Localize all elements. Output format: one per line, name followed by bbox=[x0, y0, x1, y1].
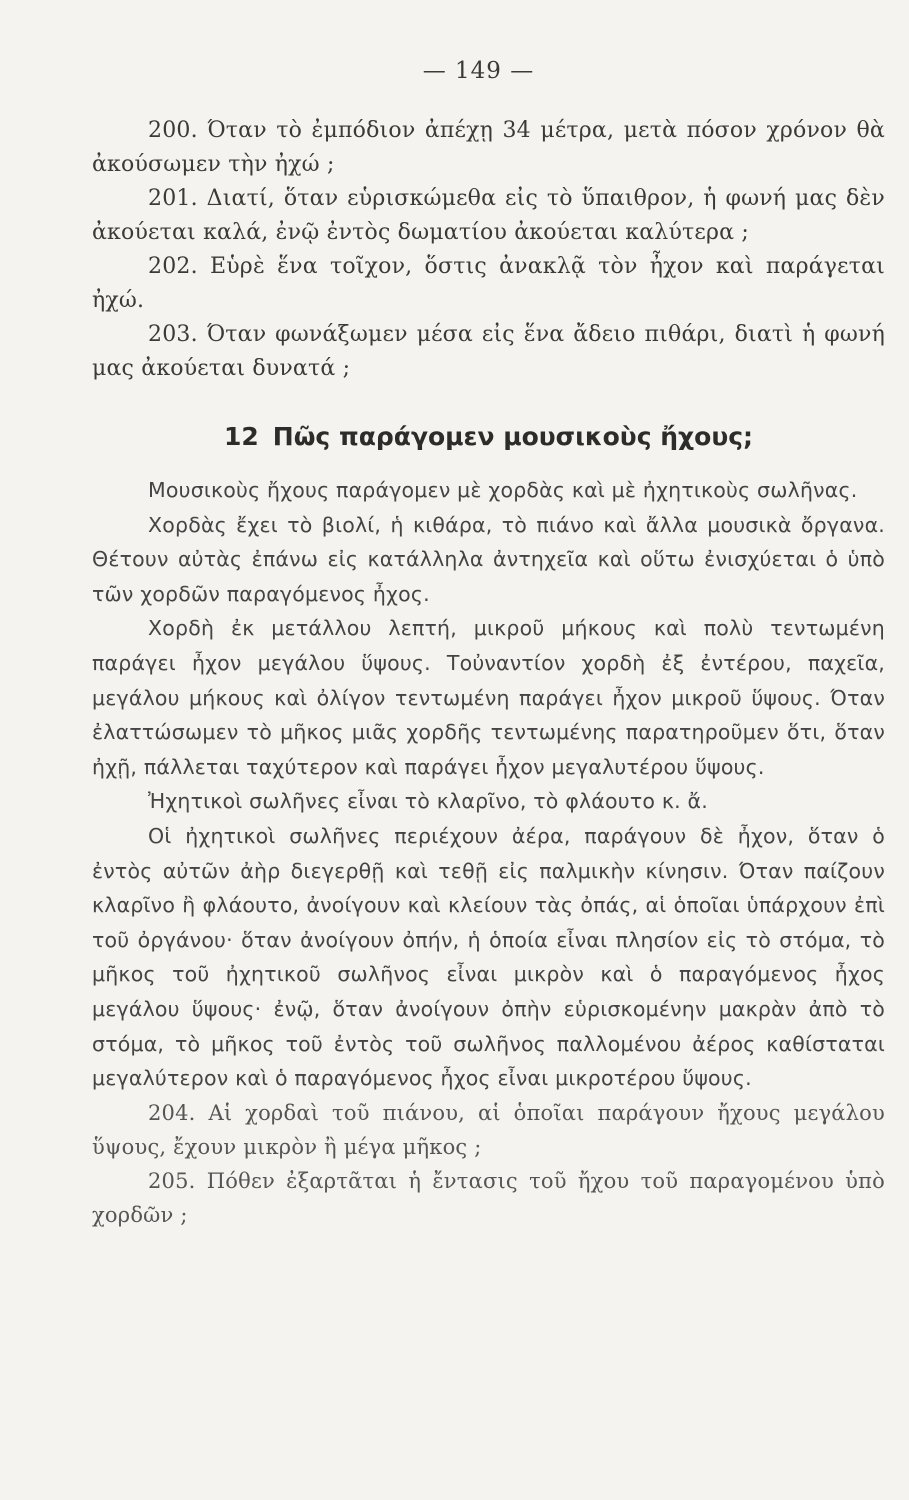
section-number: 12 bbox=[223, 422, 259, 451]
body-paragraph: Μουσικοὺς ἤχους παράγομεν μὲ χορδὰς καὶ μὲ ἠχητικοὺς σωλῆνας. bbox=[148, 478, 858, 502]
question-205: 205. Πόθεν ἐξαρτᾶται ἡ ἔντασις τοῦ ἤχου τοῦ παραγομένου ὑπὸ χορδῶν ; bbox=[92, 1168, 885, 1227]
section-body bbox=[92, 473, 885, 1096]
body-paragraph: Οἱ ἠχητικοὶ σωλῆνες περιέχουν ἀέρα, παράγουν δὲ ἦχον, ὅταν ὁ ἐντὸς αὐτῶν ἀὴρ διεγερθῇ καὶ τεθῇ εἰς παλμικὴν κίνησιν. Όταν παίζουν κλαρῖνο ἢ φλάουτο, ἀνοίγουν καὶ κλείουν τὰς ὀπάς, αἱ ὁποῖαι ὑπάρχουν ἐπὶ τοῦ ὀργάνου· ὅταν ἀνοίγουν ὀπήν, ἡ ὁποία εἶναι πλησίον εἰς τὸ στόμα, τὸ μῆκος τοῦ ἠχητικοῦ σωλῆνος εἶναι μικρὸν καὶ ὁ παραγόμενος ἦχος μεγάλου ὕψους· ἐνῷ, ὅταν ἀνοίγουν ὀπὴν εὑρισκομένην μακρὰν ἀπὸ τὸ στόμα, τὸ μῆκος τοῦ ἐντὸς τοῦ σωλῆνος παλλομένου ἀέρος καθίσταται μεγαλύτερον καὶ ὁ παραγόμενος ἦχος εἶναι μικροτέρου ὕψους. bbox=[92, 823, 885, 1091]
question-202: 202. Εὑρὲ ἕνα τοῖχον, ὅστις ἀνακλᾷ τὸν ἦχον καὶ παράγεται ἠχώ. bbox=[92, 254, 885, 313]
section-heading bbox=[92, 422, 885, 451]
body-paragraph: Χορδὴ ἐκ μετάλλου λεπτή, μικροῦ μήκους καὶ πολὺ τεντωμένη παράγει ἦχον μεγάλου ὕψους. Τοὐναντίον χορδὴ ἐξ ἐντέρου, παχεῖα, μεγάλου μήκους καὶ ὀλίγον τεντωμένη παράγει ἦχον μικροῦ ὕψους. Όταν ἐλαττώσωμεν τὸ μῆκος μιᾶς χορδῆς τεντωμένης παρατηροῦμεν ὅτι, ὅταν ἠχῇ, πάλλεται ταχύτερον καὶ παράγει ἦχον μεγαλυτέρου ὕψους. bbox=[92, 616, 885, 779]
body-paragraph: Ἠχητικοὶ σωλῆνες εἶναι τὸ κλαρῖνο, τὸ φλάουτο κ. ἄ. bbox=[148, 789, 708, 814]
questions-top bbox=[92, 114, 885, 386]
question-200: 200. Όταν τὸ ἐμπόδιον ἀπέχῃ 34 μέτρα, μετὰ πόσον χρόνον θὰ ἀκούσωμεν τὴν ἠχώ ; bbox=[92, 118, 885, 177]
body-paragraph: Χορδὰς ἔχει τὸ βιολί, ἡ κιθάρα, τὸ πιάνο καὶ ἄλλα μουσικὰ ὄργανα. Θέτουν αὐτὰς ἐπάνω εἰς κατάλληλα ἀντηχεῖα καὶ οὕτω ἐνισχύεται ὁ ὑπὸ τῶν χορδῶν παραγόμενος ἦχος. bbox=[92, 512, 885, 606]
section-title: Πῶς παράγομεν μουσικοὺς ἤχους; bbox=[272, 422, 754, 451]
page-number: — 149 — bbox=[422, 58, 535, 84]
questions-bottom bbox=[92, 1096, 885, 1232]
question-203: 203. Όταν φωνάξωμεν μέσα εἰς ἕνα ἄδειο πιθάρι, διατὶ ἡ φωνή μας ἀκούεται δυνατά ; bbox=[92, 322, 885, 381]
question-201: 201. Διατί, ὅταν εὑρισκώμεθα εἰς τὸ ὕπαιθρον, ἡ φωνή μας δὲν ἀκούεται καλά, ἐνῷ ἐντὸς δωματίου ἀκούεται καλύτερα ; bbox=[92, 186, 885, 245]
question-204: 204. Αἱ χορδαὶ τοῦ πιάνου, αἱ ὁποῖαι παράγουν ἤχους μεγάλου ὕψους, ἔχουν μικρὸν ἢ μέγα μῆκος ; bbox=[92, 1100, 885, 1159]
